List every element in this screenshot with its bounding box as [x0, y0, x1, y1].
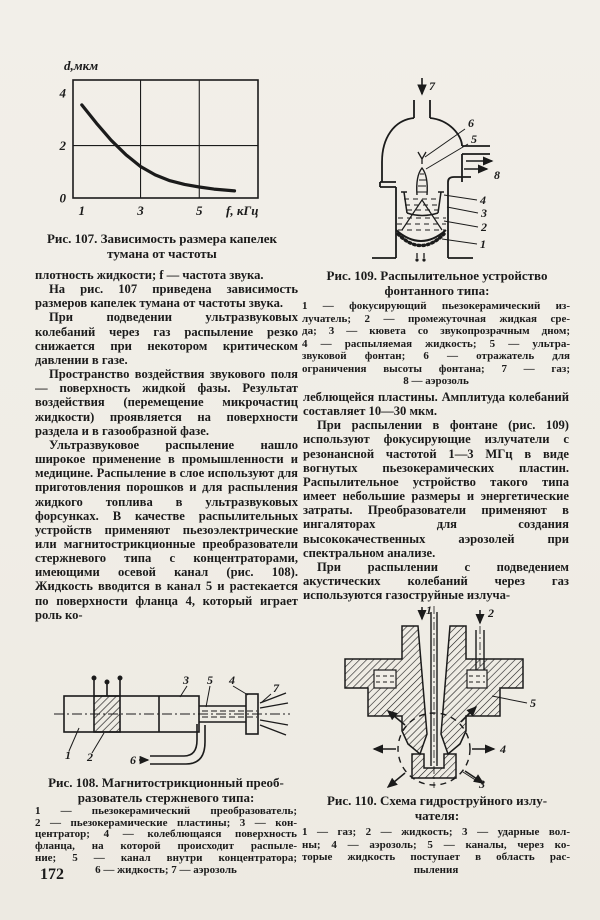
fig110-hydrojet-emitter-diagram	[330, 604, 570, 792]
fig108-legend	[35, 806, 297, 876]
fig109-label-4: 4	[480, 193, 486, 207]
body-paragraph: При распылении с подведением акустических колебаний через газ используются газоструйные излуча-	[303, 559, 569, 603]
page-number: 172	[40, 866, 64, 883]
fig109-label-6: 6	[468, 116, 474, 130]
fig110-caption-line2: чателя:	[414, 808, 460, 823]
fig110-caption	[303, 793, 571, 823]
fig109-label-5: 5	[471, 132, 477, 146]
fig109-label-8: 8	[494, 168, 500, 182]
fig109-caption-line2: фонтанного типа:	[384, 283, 490, 298]
fig109-label-7: 7	[429, 79, 435, 93]
fig108-label-3: 3	[183, 673, 189, 687]
fig109-caption	[303, 268, 571, 298]
fig107-droplet-size-chart	[40, 56, 282, 226]
fig110-label-2: 2	[488, 606, 494, 620]
body-paragraph: На рис. 107 приведена зависимость размеров капелек тумана от частоты звука.	[35, 282, 298, 311]
fig109-label-2: 2	[481, 220, 487, 234]
y-tick-2: 2	[59, 138, 66, 154]
y-tick-0: 0	[59, 190, 66, 206]
legend-line: фланца, на которой происходит распыле-	[35, 840, 297, 853]
right-column-text	[303, 390, 569, 603]
fig108-caption-line1: Рис. 108. Магнитострикционный преоб-	[48, 775, 284, 790]
legend-line: лучатель; 2 — промежуточная жидкая сре-	[302, 312, 570, 325]
x-tick-3: 3	[137, 203, 144, 218]
fig107-caption-line1: Рис. 107. Зависимость размера капелек	[46, 231, 278, 246]
fig108-caption	[35, 775, 297, 805]
body-paragraph: При подведении ультразвуковых колебаний через газ распыление резко снижается при некотором критическом давлении в газе.	[35, 310, 298, 367]
legend-line: 1 — фокусирующий пьезокерамический из-	[302, 300, 570, 312]
legend-line: 1 — пьезокерамический преобразователь;	[35, 805, 297, 817]
fig108-caption-line2: разователь стержневого типа:	[77, 790, 255, 805]
fig108-label-1: 1	[65, 748, 71, 762]
y-axis-label: d,мкм	[64, 58, 99, 73]
fig109-label-1: 1	[480, 237, 486, 251]
legend-line: звуковой фонтан; 6 — отражатель для	[302, 350, 570, 362]
legend-line: пыления	[413, 863, 459, 876]
fig109-legend	[302, 300, 570, 388]
body-paragraph: плотность жидкости; f — частота звука.	[35, 268, 264, 282]
fig108-magnetostrictive-transducer-diagram	[36, 670, 298, 774]
left-column-text	[35, 268, 298, 672]
legend-line: торые жидкость поступает в область рас-	[302, 851, 570, 863]
fig108-label-5: 5	[207, 673, 213, 687]
reflector	[418, 152, 426, 164]
y-tick-4: 4	[59, 85, 66, 101]
legend-line: 2 — пьезокерамические пластины; 3 — кон-	[35, 816, 297, 829]
fig110-caption-line1: Рис. 110. Схема гидроструйного излу-	[326, 793, 548, 808]
legend-line: ны; 4 — аэрозоль; 5 — каналы, через ко-	[302, 838, 570, 851]
legend-line: ние; 5 — канал внутри концентратора;	[35, 851, 297, 864]
fig107-caption-line2: тумана от частоты	[107, 246, 217, 261]
x-tick-1: 1	[78, 203, 86, 218]
fig108-label-4: 4	[229, 673, 235, 687]
legend-line: 1 — газ; 2 — жидкость; 3 — ударные вол-	[302, 826, 570, 838]
focusing-transducer	[396, 230, 446, 262]
cuvette	[401, 192, 444, 216]
fig108-label-2: 2	[87, 750, 93, 764]
legend-line: да; 3 — кювета со звукопрозрачным дном;	[302, 325, 570, 337]
fig110-label-3: 3	[479, 777, 485, 791]
legend-line: 4 — распыляемая жидкость; 5 — ультра-	[302, 337, 570, 350]
x-axis-label: f, кГц	[226, 203, 259, 218]
fig108-label-7: 7	[273, 681, 279, 695]
fig108-label-6: 6	[130, 753, 136, 767]
body-paragraph: леблющейся пластины. Амплитуда колебаний составляет 10—30 мкм.	[303, 390, 569, 419]
fig109-fountain-sprayer-diagram	[334, 60, 566, 266]
fig109-caption-line1: Рис. 109. Распылительное устройство	[326, 268, 548, 283]
legend-line: центратор; 4 — колеблющаяся поверхность	[35, 828, 297, 841]
body-paragraph: При распылении в фонтане (рис. 109) используют фокусирующие излучатели с резонансной частотой 1—3 МГц в виде вогнутых пьезокерамических пластин. Распылительное устройство такого типа имеет небольшие размеры и энергетические затраты. Преобразователи применяют в ингаляторах для создания высококачественных аэрозолей при спектральном анализе.	[303, 418, 569, 560]
legend-line: ограничения высоты фонтана; 7 — газ;	[302, 362, 570, 375]
fig110-legend	[302, 826, 570, 876]
fig110-label-5: 5	[530, 696, 536, 710]
fig109-label-3: 3	[481, 206, 487, 220]
fig110-label-4: 4	[500, 742, 506, 756]
body-paragraph: Ультразвуковое распыление нашло широкое применение в промышленности и медицине. Распыление в слое используют для приготовления порошков и для распыления жидкого топлива в ультразвуковых форсунках. В качестве распылительных устройств применяют пьезоэлектрические или магнитострикционные преобразователи стержневого типа с концентраторами, имеющими осевой канал (рис. 108). Жидкость вводится в канал 5 и растекается по поверхности фланца 4, который играет роль ко-	[35, 437, 298, 622]
fog-droplet-size-curve	[82, 105, 235, 191]
x-tick-5: 5	[196, 203, 203, 218]
legend-line: 6 — жидкость; 7 — аэрозоль	[95, 863, 237, 876]
fig107-caption	[36, 231, 288, 261]
body-paragraph: Пространство воздействия звукового поля — поверхность жидкой фазы. Результат воздействия (перемещение микрочастиц жидкости) проявляется на поверхности раздела и в газообразной фазе.	[35, 367, 298, 438]
fig110-label-1: 1	[426, 604, 432, 617]
ultrasonic-fountain	[417, 168, 428, 195]
legend-line: 8 — аэрозоль	[403, 375, 469, 387]
